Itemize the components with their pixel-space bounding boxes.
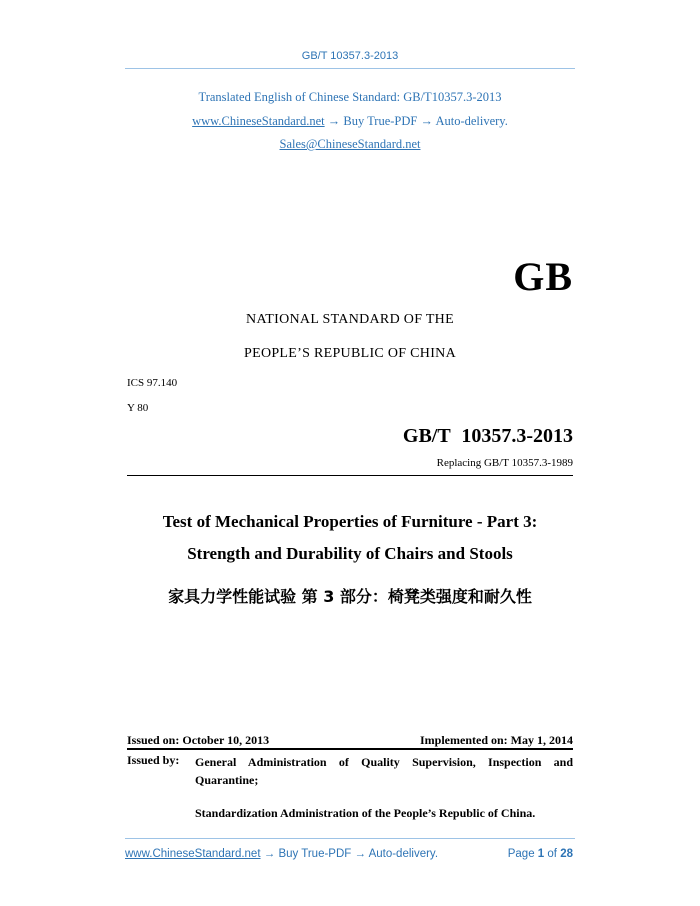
header-divider <box>125 68 575 69</box>
title-divider <box>127 475 573 476</box>
arrow-icon: → <box>263 848 276 860</box>
national-standard-line2: PEOPLE’S REPUBLIC OF CHINA <box>244 346 456 361</box>
page-label: Page <box>507 848 535 860</box>
footer-links <box>125 848 438 860</box>
page-of: of <box>547 848 557 860</box>
y-code: Y 80 <box>127 402 149 414</box>
issuer-1-line2: Quarantine; <box>195 773 259 787</box>
title-chinese: 家具力学性能试验 第 3 部分：椅凳类强度和耐久性 <box>168 587 532 606</box>
replacing-note: Replacing GB/T 10357.3-1989 <box>436 457 573 469</box>
page-header <box>0 50 700 62</box>
issue-divider <box>127 748 573 750</box>
footer-buy-link[interactable]: Buy True-PDF <box>278 848 352 860</box>
national-standard-line1: NATIONAL STANDARD OF THE <box>246 312 454 327</box>
page-indicator <box>508 848 573 860</box>
ics-code: ICS 97.140 <box>127 377 178 389</box>
title-line1: Test of Mechanical Properties of Furniture - Part 3: <box>162 512 538 531</box>
delivery-text: Auto-delivery. <box>435 114 508 128</box>
site-link[interactable]: www.ChineseStandard.net <box>192 114 325 128</box>
translation-notice: Translated English of Chinese Standard: GB/T10357.3-2013 <box>198 90 502 104</box>
footer-divider <box>125 838 575 839</box>
gb-logo: GB <box>513 254 573 299</box>
implemented-on: Implemented on: May 1, 2014 <box>420 733 573 747</box>
standard-number: GB/T 10357.3-2013 <box>402 425 573 447</box>
email-link[interactable]: Sales@ChineseStandard.net <box>279 137 421 151</box>
page-number: 1 <box>537 848 545 860</box>
page-total: 28 <box>560 848 573 860</box>
arrow-icon: → <box>327 114 341 128</box>
arrow-icon: → <box>354 848 366 860</box>
issued-by-label: Issued by: <box>127 753 180 767</box>
header-code: GB/T 10357.3-2013 <box>301 50 399 62</box>
issued-on: Issued on: October 10, 2013 <box>127 733 270 747</box>
footer-site-link[interactable]: www.ChineseStandard.net <box>125 848 261 860</box>
issuer-1-line1: General Administration of Quality Supervision, Inspection and <box>195 755 573 769</box>
title-line2: Strength and Durability of Chairs and Stools <box>187 544 513 563</box>
issuer-2: Standardization Administration of the People’s Republic of China. <box>195 806 536 820</box>
arrow-icon: → <box>420 114 433 128</box>
buy-link[interactable]: Buy True-PDF <box>343 114 418 128</box>
email-line <box>0 137 700 152</box>
purchase-line <box>0 114 700 129</box>
issued-by-block <box>127 753 573 822</box>
footer-delivery: Auto-delivery. <box>368 848 439 860</box>
